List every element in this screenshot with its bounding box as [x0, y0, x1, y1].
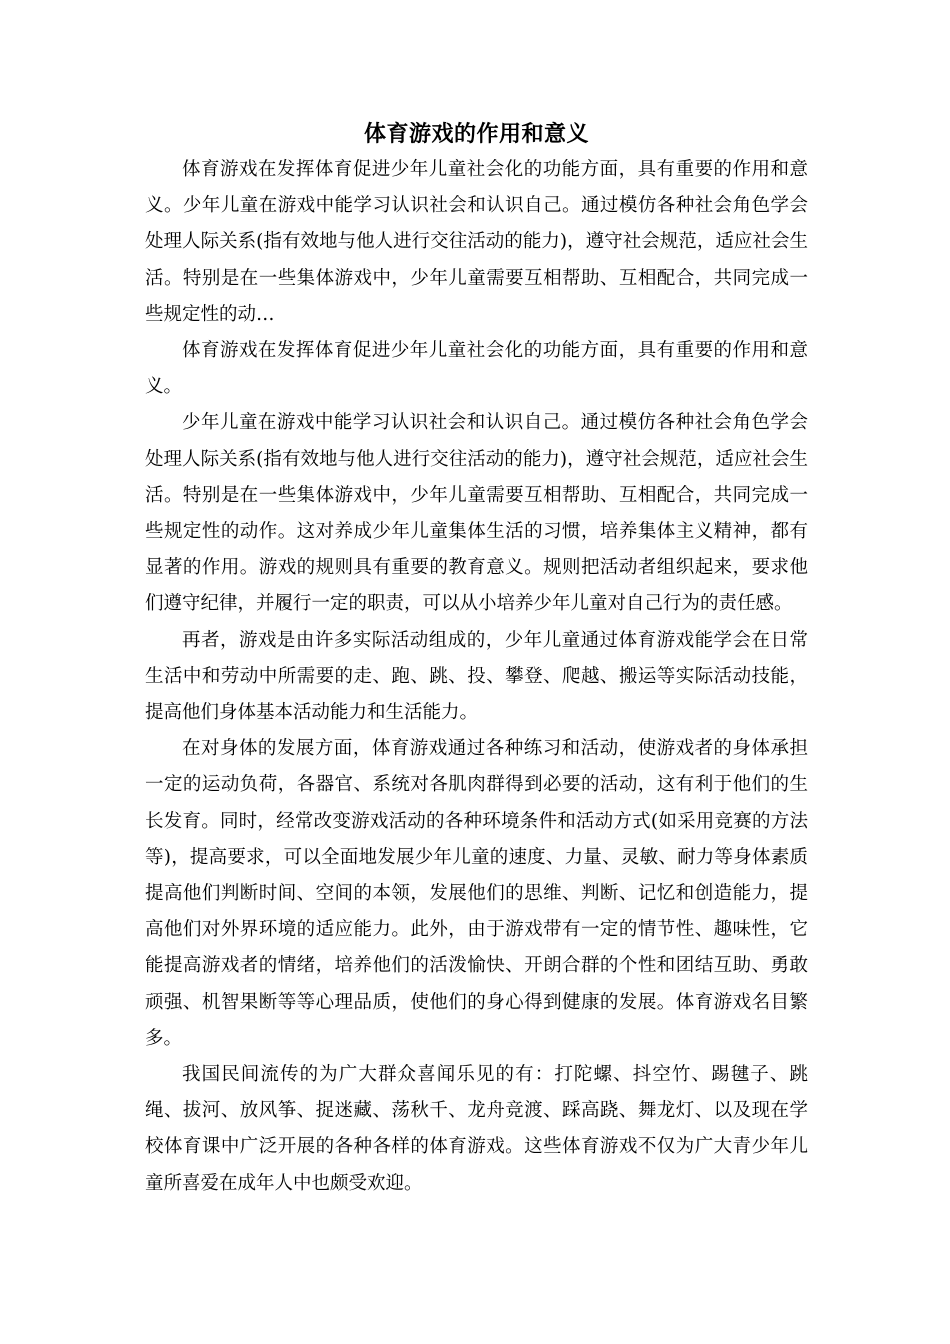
document-title: 体育游戏的作用和意义	[363, 121, 589, 147]
paragraph-socialization: 少年儿童在游戏中能学习认识社会和认识自己。通过模仿各种社会角色学会处理人际关系(指有效地与他人进行交往活动的能力)，遵守社会规范，适应社会生活。特别是在一些集体游戏中，少年儿童需要互相帮助、互相配合，共同完成一些规定性的动作。这对养成少年儿童集体生活的习惯，培养集体主义精神，都有显著的作用。游戏的规则具有重要的教育意义。规则把活动者组织起来，要求他们遵守纪律，并履行一定的职责，可以从小培养少年儿童对自己行为的责任感。	[145, 412, 808, 615]
paragraph-skills: 再者，游戏是由许多实际活动组成的，少年儿童通过体育游戏能学会在日常生活中和劳动中所需要的走、跑、跳、投、攀登、爬越、搬运等实际活动技能，提高他们身体基本活动能力和生活能力。	[145, 629, 808, 724]
paragraph-intro-excerpt: 体育游戏在发挥体育促进少年儿童社会化的功能方面，具有重要的作用和意义。少年儿童在游戏中能学习认识社会和认识自己。通过模仿各种社会角色学会处理人际关系(指有效地与他人进行交往活动的能力)，遵守社会规范，适应社会生活。特别是在一些集体游戏中，少年儿童需要互相帮助、互相配合，共同完成一些规定性的动…	[145, 159, 808, 325]
paragraph-intro: 体育游戏在发挥体育促进少年儿童社会化的功能方面，具有重要的作用和意义。	[145, 340, 808, 398]
paragraph-physical-development: 在对身体的发展方面，体育游戏通过各种练习和活动，使游戏者的身体承担一定的运动负荷，各器官、系统对各肌肉群得到必要的活动，这有利于他们的生长发育。同时，经常改变游戏活动的各种环境条件和活动方式(如采用竞赛的方法等)，提高要求，可以全面地发展少年儿童的速度、力量、灵敏、耐力等身体素质提高他们判断时间、空间的本领，发展他们的思维、判断、记忆和创造能力，提高他们对外界环境的适应能力。此外，由于游戏带有一定的情节性、趣味性，它能提高游戏者的情绪，培养他们的活泼愉快、开朗合群的个性和团结互助、勇敢顽强、机智果断等等心理品质，使他们的身心得到健康的发展。体育游戏名目繁多。	[145, 738, 808, 1049]
paragraph-folk-games: 我国民间流传的为广大群众喜闻乐见的有：打陀螺、抖空竹、踢毽子、跳绳、拔河、放风筝、捉迷藏、荡秋千、龙舟竞渡、踩高跷、舞龙灯、以及现在学校体育课中广泛开展的各种各样的体育游戏。这些体育游戏不仅为广大青少年儿童所喜爱在成年人中也颇受欢迎。	[145, 1064, 808, 1194]
document-body	[145, 116, 808, 1202]
